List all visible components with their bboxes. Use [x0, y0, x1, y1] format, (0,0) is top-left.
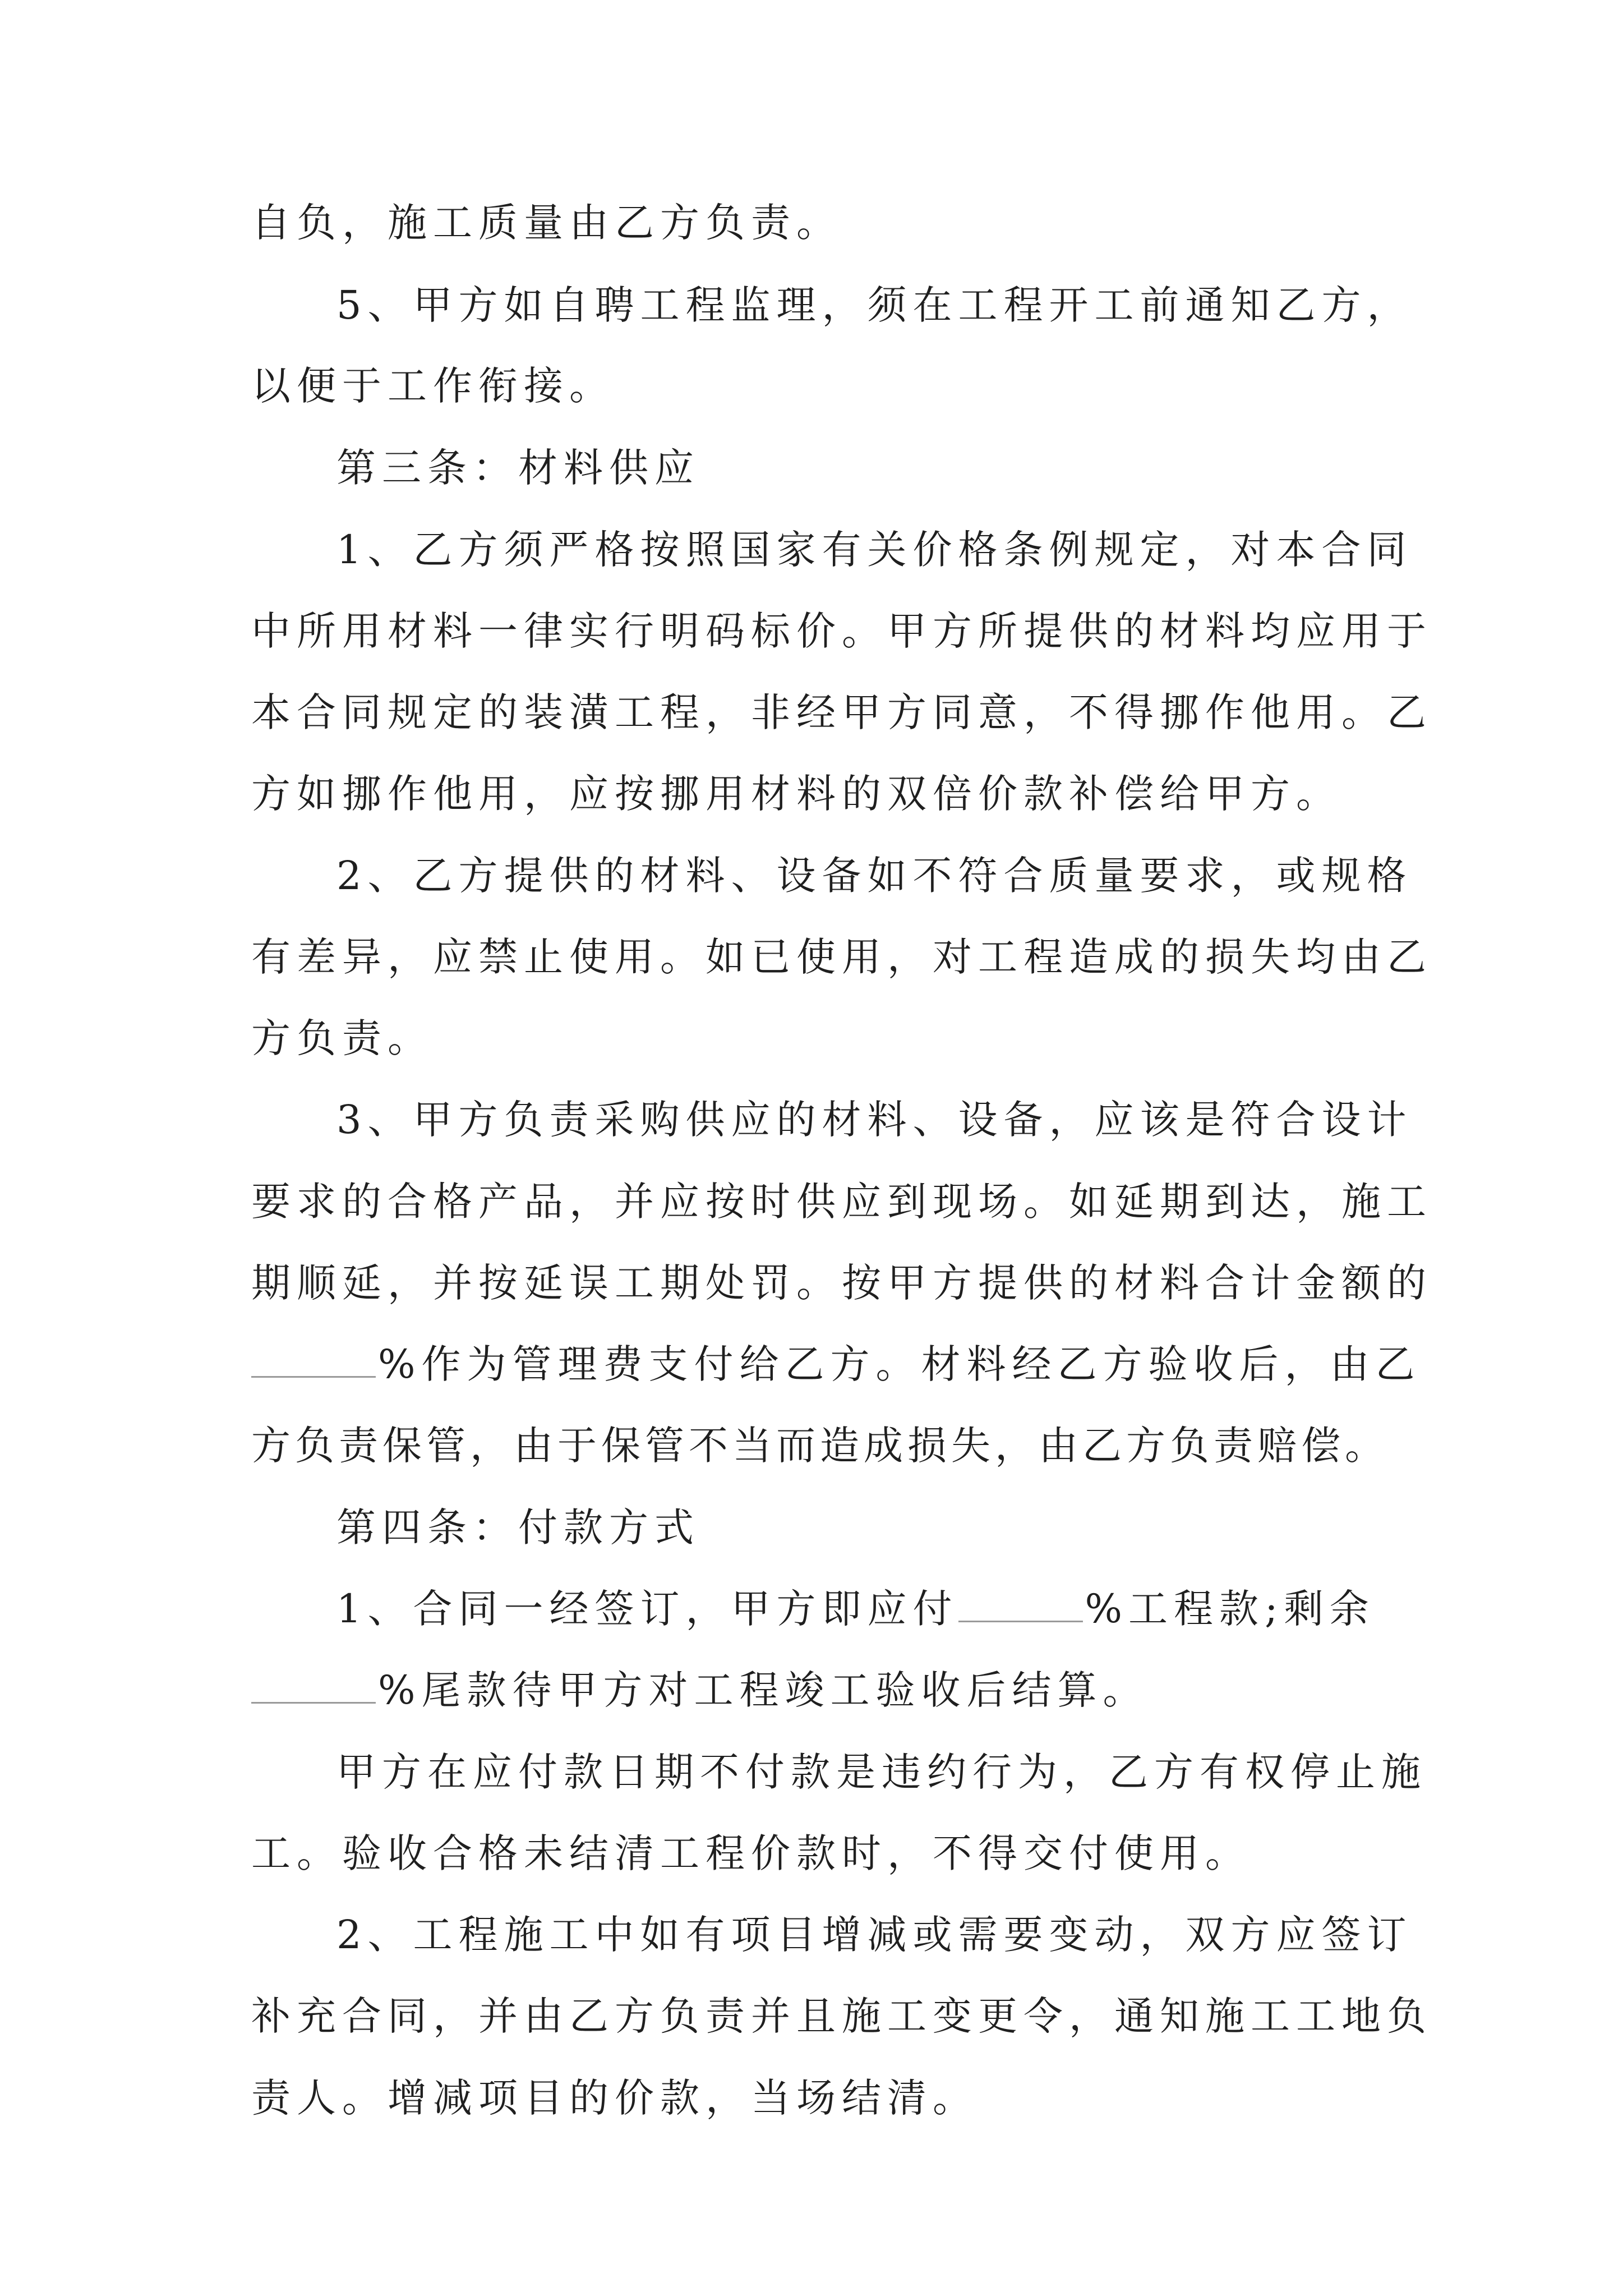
- paragraph-line: 有差异，应禁止使用。如已使用，对工程造成的损失均由乙: [251, 934, 1432, 980]
- paragraph-line: 补充合同，并由乙方负责并且施工变更令，通知施工工地负: [251, 1993, 1432, 2039]
- paragraph-line: 期顺延，并按延误工期处罚。按甲方提供的材料合计金额的: [251, 1260, 1432, 1306]
- paragraph-line: 要求的合格产品，并应按时供应到现场。如延期到达，施工: [251, 1179, 1432, 1225]
- paragraph-line: 方负责保管，由于保管不当而造成损失，由乙方负责赔偿。: [251, 1423, 1389, 1469]
- paragraph-line: 2、乙方提供的材料、设备如不符合质量要求，或规格: [336, 853, 1413, 899]
- paragraph-line: 工。验收合格未结清工程价款时，不得交付使用。: [251, 1830, 1251, 1876]
- paragraph-line: 5、甲方如自聘工程监理，须在工程开工前通知乙方，: [336, 282, 1413, 328]
- paragraph-line: [251, 1339, 1421, 1389]
- section-heading: 第四条：付款方式: [336, 1504, 700, 1550]
- line-text: %作为管理费支付给乙方。材料经乙方验收后，由乙: [378, 1341, 1421, 1387]
- paragraph-line: 方负责。: [251, 1015, 433, 1061]
- paragraph-line: 2、工程施工中如有项目增减或需要变动，双方应签订: [336, 1912, 1413, 1958]
- line-text: %工程款;剩余: [1085, 1586, 1375, 1632]
- fill-in-blank: [958, 1587, 1083, 1622]
- section-heading: 第三条：材料供应: [336, 445, 700, 491]
- paragraph-line: 中所用材料一律实行明码标价。甲方所提供的材料均应用于: [251, 608, 1432, 654]
- paragraph-line: 自负，施工质量由乙方负责。: [251, 200, 842, 246]
- paragraph-line: 甲方在应付款日期不付款是违约行为，乙方有权停止施: [336, 1749, 1427, 1795]
- paragraph-line: 3、甲方负责采购供应的材料、设备，应该是符合设计: [336, 1097, 1413, 1143]
- paragraph-line: 以便于工作衔接。: [251, 363, 615, 409]
- paragraph-line: 本合同规定的装潢工程，非经甲方同意，不得挪作他用。乙: [251, 689, 1432, 735]
- fill-in-blank: [251, 1342, 376, 1378]
- line-text: 1、合同一经签订，甲方即应付: [336, 1586, 958, 1632]
- paragraph-line: 1、乙方须严格按照国家有关价格条例规定，对本合同: [336, 527, 1413, 573]
- paragraph-line: [336, 1584, 1375, 1634]
- line-text: %尾款待甲方对工程竣工验收后结算。: [378, 1667, 1149, 1713]
- paragraph-line: 方如挪作他用，应按挪用材料的双倍价款补偿给甲方。: [251, 771, 1341, 817]
- fill-in-blank: [251, 1668, 376, 1704]
- paragraph-line: [251, 1665, 1149, 1715]
- paragraph-line: 责人。增减项目的价款，当场结清。: [251, 2075, 978, 2121]
